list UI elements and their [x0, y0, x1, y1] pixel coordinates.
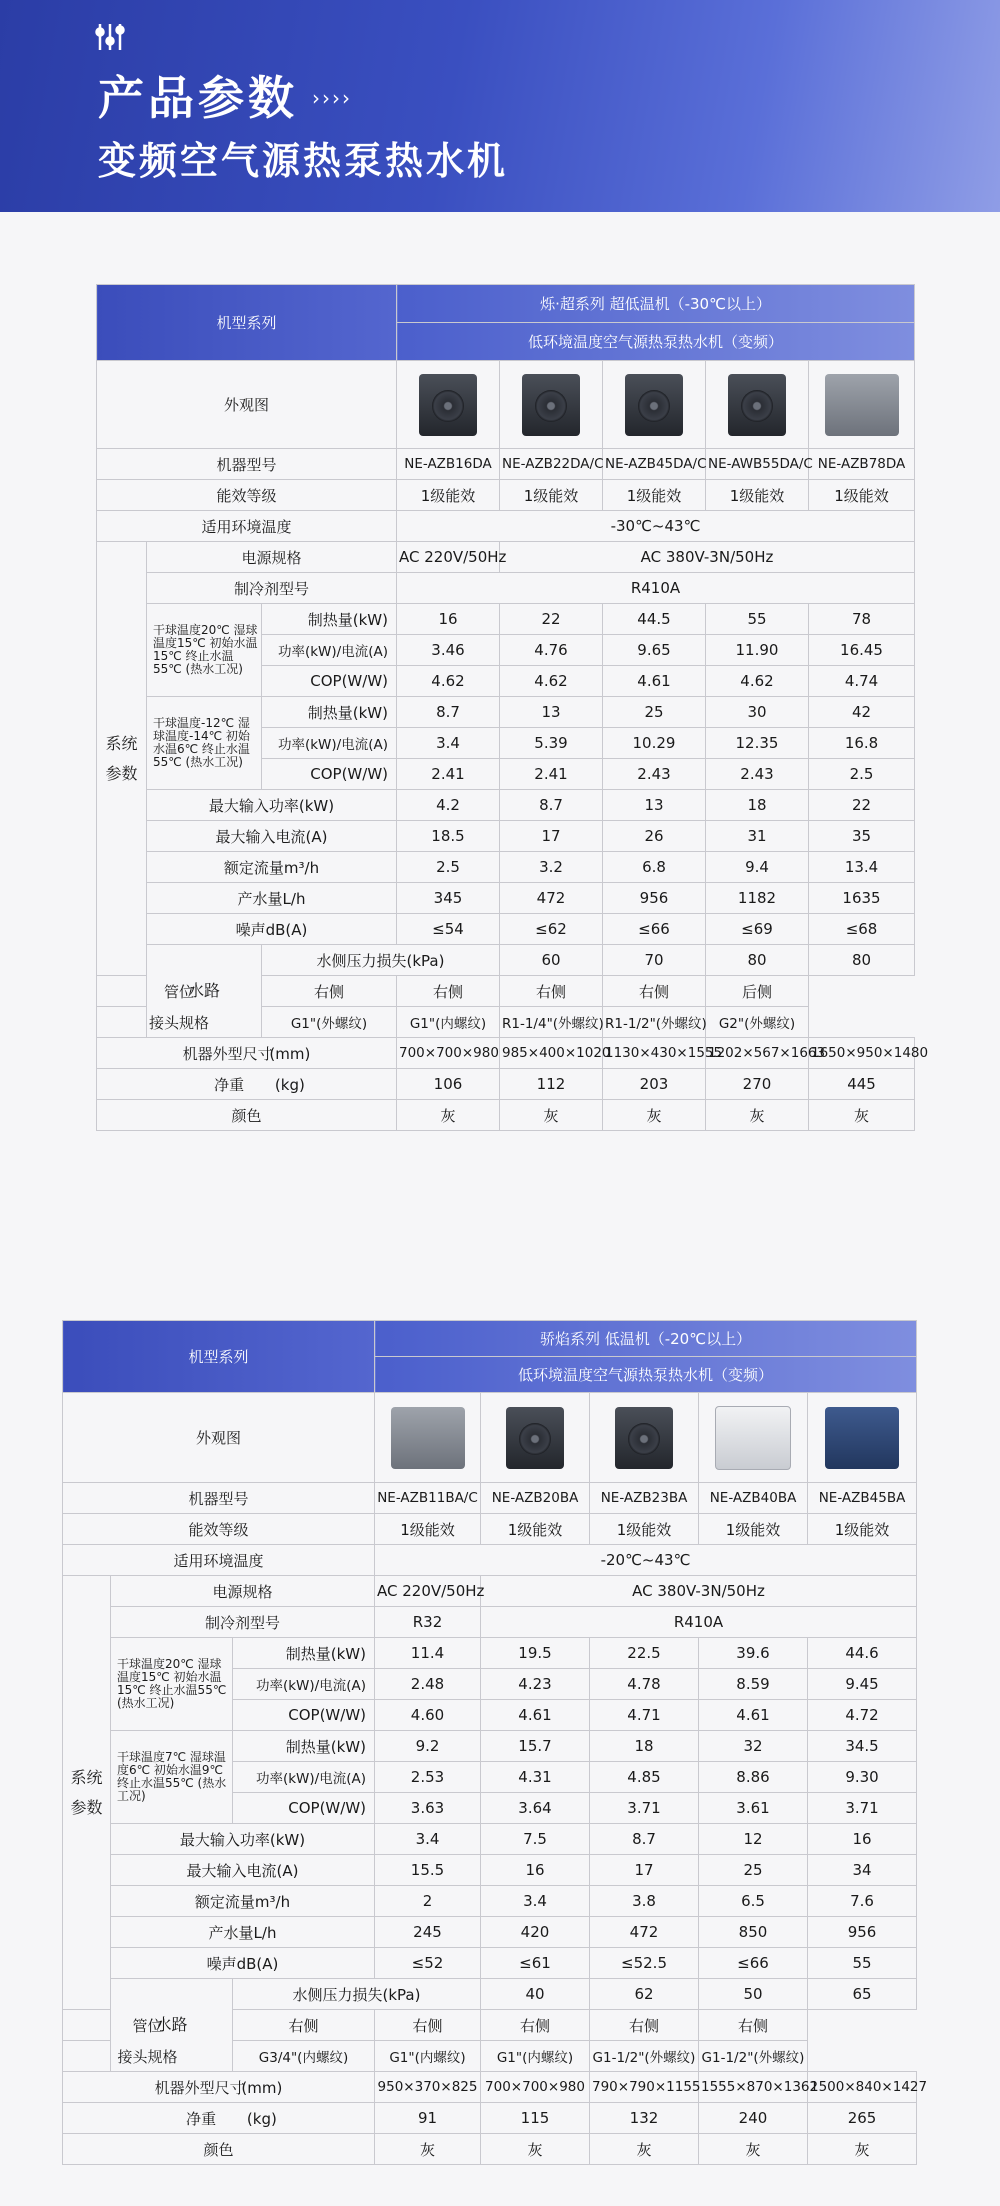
cop-cell: 4.71 [590, 1700, 699, 1731]
energy-cell: 1级能效 [481, 1514, 590, 1545]
water-output-cell: 1635 [809, 883, 915, 914]
heat-cell: 34.5 [808, 1731, 917, 1762]
size-cell: 950×370×825 [375, 2072, 481, 2103]
power-current-label: 功率(kW)/电流(A) [233, 1762, 375, 1793]
power-current-label: 功率(kW)/电流(A) [262, 728, 397, 759]
max-power-cell: 7.5 [481, 1824, 590, 1855]
joint-cell: G1"(内螺纹) [397, 1007, 500, 1038]
noise-cell: ≤69 [706, 914, 809, 945]
flow-cell: 3.2 [500, 852, 603, 883]
noise-cell: ≤66 [603, 914, 706, 945]
cop-cell: 3.71 [590, 1793, 699, 1824]
power-spec-label: 电源规格 [147, 542, 397, 573]
pipe-cell: 右侧 [590, 2010, 699, 2041]
max-power-cell: 4.2 [397, 790, 500, 821]
joint-cell: G1"(内螺纹) [375, 2041, 481, 2072]
refrigerant-label: 制冷剂型号 [111, 1607, 375, 1638]
flow-cell: 13.4 [809, 852, 915, 883]
cop-cell: 4.72 [808, 1700, 917, 1731]
max-current-cell: 17 [500, 821, 603, 852]
max-current-label: 最大输入电流(A) [111, 1855, 375, 1886]
noise-label: 噪声dB(A) [147, 914, 397, 945]
noise-cell: 55 [808, 1948, 917, 1979]
max-current-cell: 17 [590, 1855, 699, 1886]
color-cell: 灰 [500, 1100, 603, 1131]
joint-cell: R1-1/4"(外螺纹) [500, 1007, 603, 1038]
cop-cell: 4.61 [603, 666, 706, 697]
cop-cell: 4.74 [809, 666, 915, 697]
pressure-cell: 65 [808, 1979, 917, 2010]
model-label: 机器型号 [63, 1483, 375, 1514]
cop-cell: 4.61 [481, 1700, 590, 1731]
pipe-cell: 右侧 [233, 2010, 375, 2041]
flow-cell: 7.6 [808, 1886, 917, 1917]
color-cell: 灰 [375, 2134, 481, 2165]
cop-label: COP(W/W) [262, 759, 397, 790]
pressure-label: 水侧压力损失(kPa) [262, 945, 500, 976]
max-current-cell: 16 [481, 1855, 590, 1886]
page-subtitle: 变频空气源热泵热水机 [98, 139, 509, 183]
weight-label-cell [63, 2103, 375, 2134]
max-power-cell: 12 [699, 1824, 808, 1855]
size-cell: 700×700×980 [481, 2072, 590, 2103]
system-params-label: 系统参数 [97, 542, 147, 976]
series-subtitle: 低环境温度空气源热泵热水机（变频） [375, 1357, 917, 1393]
env-temp-label: 适用环境温度 [63, 1545, 375, 1576]
power-cell: 3.46 [397, 635, 500, 666]
heat-cell: 11.4 [375, 1638, 481, 1669]
weight-cell: 91 [375, 2103, 481, 2134]
flow-cell: 3.8 [590, 1886, 699, 1917]
color-cell: 灰 [590, 2134, 699, 2165]
weight-cell: 265 [808, 2103, 917, 2134]
product-image [809, 361, 915, 449]
appearance-label: 外观图 [97, 361, 397, 449]
max-current-cell: 26 [603, 821, 706, 852]
weight-label: 净重 [186, 2109, 217, 2128]
cop-cell: 2.5 [809, 759, 915, 790]
size-label: 机器外型尺寸 [182, 1044, 273, 1063]
flow-label: 额定流量m³/h [111, 1886, 375, 1917]
water-output-cell: 850 [699, 1917, 808, 1948]
weight-label: 净重 [214, 1075, 245, 1094]
power-cell: 4.23 [481, 1669, 590, 1700]
product-image [481, 1393, 590, 1483]
joint-cell: R1-1/2"(外螺纹) [603, 1007, 706, 1038]
condition-2-label: 干球温度7℃ 湿球温度6℃ 初始水温9℃ 终止水温55℃ (热水工况) [111, 1731, 233, 1824]
refrigerant-value: R410A [397, 573, 915, 604]
water-output-cell: 956 [808, 1917, 917, 1948]
unit-image-1 [391, 1407, 465, 1469]
power-cell: 4.85 [590, 1762, 699, 1793]
product-image [603, 361, 706, 449]
weight-cell: 270 [706, 1069, 809, 1100]
power-cell: 4.78 [590, 1669, 699, 1700]
max-current-cell: 25 [699, 1855, 808, 1886]
water-output-cell: 472 [590, 1917, 699, 1948]
max-power-cell: 18 [706, 790, 809, 821]
joint-cell: G1"(内螺纹) [481, 2041, 590, 2072]
joint-cell: G1"(外螺纹) [262, 1007, 397, 1038]
power-cell: 5.39 [500, 728, 603, 759]
pressure-cell: 40 [481, 1979, 590, 2010]
unit-image-4 [715, 1406, 791, 1470]
max-power-cell: 3.4 [375, 1824, 481, 1855]
max-power-label: 最大输入功率(kW) [111, 1824, 375, 1855]
noise-cell: ≤52 [375, 1948, 481, 1979]
model-cell: NE-AWB55DA/C [706, 449, 809, 480]
max-current-cell: 34 [808, 1855, 917, 1886]
heat-cell: 30 [706, 697, 809, 728]
series-subtitle: 低环境温度空气源热泵热水机（变频） [397, 323, 915, 361]
color-cell: 灰 [809, 1100, 915, 1131]
title-arrows: ›››› [312, 86, 352, 110]
heat-cell: 32 [699, 1731, 808, 1762]
energy-cell: 1级能效 [603, 480, 706, 511]
cop-cell: 2.41 [500, 759, 603, 790]
max-current-cell: 31 [706, 821, 809, 852]
pipe-cell: 后侧 [706, 976, 809, 1007]
power-cell: 4.76 [500, 635, 603, 666]
header-banner [0, 0, 1000, 212]
power-spec-label: 电源规格 [111, 1576, 375, 1607]
refrigerant-label: 制冷剂型号 [147, 573, 397, 604]
product-image [500, 361, 603, 449]
heat-cell: 44.5 [603, 604, 706, 635]
size-cell: 1500×840×1427 [808, 2072, 917, 2103]
model-series-label: 机型系列 [63, 1321, 375, 1393]
cop-cell: 3.64 [481, 1793, 590, 1824]
product-image [699, 1393, 808, 1483]
pressure-cell: 80 [809, 945, 915, 976]
settings-sliders-icon [94, 22, 134, 52]
max-current-cell: 18.5 [397, 821, 500, 852]
color-cell: 灰 [481, 2134, 590, 2165]
pipe-cell: 右侧 [500, 976, 603, 1007]
heat-cell: 39.6 [699, 1638, 808, 1669]
model-cell: NE-AZB20BA [481, 1483, 590, 1514]
series-title: 烁·超系列 超低温机（-30℃以上） [397, 285, 915, 323]
cop-cell: 4.62 [500, 666, 603, 697]
model-cell: NE-AZB23BA [590, 1483, 699, 1514]
energy-cell: 1级能效 [500, 480, 603, 511]
color-cell: 灰 [603, 1100, 706, 1131]
power-spec-three: AC 380V-3N/50Hz [481, 1576, 917, 1607]
product-image [706, 361, 809, 449]
model-cell: NE-AZB40BA [699, 1483, 808, 1514]
pressure-cell: 50 [699, 1979, 808, 2010]
energy-label: 能效等级 [97, 480, 397, 511]
joint-cell: G2"(外螺纹) [706, 1007, 809, 1038]
pipe-cell: 右侧 [262, 976, 397, 1007]
flow-cell: 2 [375, 1886, 481, 1917]
power-cell: 9.30 [808, 1762, 917, 1793]
energy-cell: 1级能效 [808, 1514, 917, 1545]
water-output-cell: 345 [397, 883, 500, 914]
flow-cell: 9.4 [706, 852, 809, 883]
size-label: 机器外型尺寸 [154, 2078, 245, 2097]
heat-label: 制热量(kW) [262, 604, 397, 635]
pipe-cell: 右侧 [603, 976, 706, 1007]
heat-cell: 19.5 [481, 1638, 590, 1669]
heat-cell: 15.7 [481, 1731, 590, 1762]
cop-cell: 3.71 [808, 1793, 917, 1824]
cop-cell: 4.62 [706, 666, 809, 697]
max-power-cell: 8.7 [500, 790, 603, 821]
size-label-cell [63, 2072, 375, 2103]
weight-cell: 112 [500, 1069, 603, 1100]
max-current-cell: 15.5 [375, 1855, 481, 1886]
heat-cell: 9.2 [375, 1731, 481, 1762]
weight-label-cell [97, 1069, 397, 1100]
weight-unit: (kg) [246, 2109, 277, 2128]
spec-table-low-temp [62, 1320, 928, 2165]
max-power-cell: 16 [808, 1824, 917, 1855]
condition-1-label: 干球温度20℃ 湿球温度15℃ 初始水温15℃ 终止水温55℃ (热水工况) [111, 1638, 233, 1731]
power-cell: 9.65 [603, 635, 706, 666]
power-spec-three: AC 380V-3N/50Hz [500, 542, 915, 573]
cop-label: COP(W/W) [262, 666, 397, 697]
pipe-label: 管位 [63, 2010, 233, 2041]
power-cell: 11.90 [706, 635, 809, 666]
water-output-cell: 1182 [706, 883, 809, 914]
heat-cell: 55 [706, 604, 809, 635]
env-temp-value: -20℃~43℃ [375, 1545, 917, 1576]
product-image [375, 1393, 481, 1483]
power-cell: 12.35 [706, 728, 809, 759]
power-current-label: 功率(kW)/电流(A) [233, 1669, 375, 1700]
cop-cell: 4.61 [699, 1700, 808, 1731]
flow-cell: 3.4 [481, 1886, 590, 1917]
power-cell: 8.59 [699, 1669, 808, 1700]
heat-cell: 44.6 [808, 1638, 917, 1669]
flow-label: 额定流量m³/h [147, 852, 397, 883]
unit-image-3 [615, 1407, 673, 1469]
heat-cell: 18 [590, 1731, 699, 1762]
flow-cell: 6.8 [603, 852, 706, 883]
unit-image-4 [728, 374, 786, 436]
noise-cell: ≤66 [699, 1948, 808, 1979]
joint-label: 接头规格 [97, 1007, 262, 1038]
pipe-cell: 右侧 [397, 976, 500, 1007]
size-cell: 1130×430×1555 [603, 1038, 706, 1069]
noise-label: 噪声dB(A) [111, 1948, 375, 1979]
max-current-label: 最大输入电流(A) [147, 821, 397, 852]
pressure-cell: 80 [706, 945, 809, 976]
cop-label: COP(W/W) [233, 1700, 375, 1731]
heat-label: 制热量(kW) [233, 1731, 375, 1762]
power-cell: 16.8 [809, 728, 915, 759]
color-label: 颜色 [63, 2134, 375, 2165]
unit-image-2 [522, 374, 580, 436]
joint-cell: G1-1/2"(外螺纹) [590, 2041, 699, 2072]
size-cell: 790×790×1155 [590, 2072, 699, 2103]
refrigerant-value-r32: R32 [375, 1607, 481, 1638]
weight-cell: 203 [603, 1069, 706, 1100]
heat-cell: 42 [809, 697, 915, 728]
appearance-label: 外观图 [63, 1393, 375, 1483]
refrigerant-value-r410a: R410A [481, 1607, 917, 1638]
product-image [808, 1393, 917, 1483]
pipe-cell: 右侧 [375, 2010, 481, 2041]
env-temp-value: -30℃~43℃ [397, 511, 915, 542]
water-output-cell: 956 [603, 883, 706, 914]
page-title: 产品参数 [98, 71, 298, 125]
cop-cell: 2.43 [603, 759, 706, 790]
max-current-cell: 35 [809, 821, 915, 852]
cop-cell: 3.63 [375, 1793, 481, 1824]
waterway-label: 水路 [147, 945, 262, 1038]
weight-cell: 240 [699, 2103, 808, 2134]
model-label: 机器型号 [97, 449, 397, 480]
pressure-cell: 70 [603, 945, 706, 976]
weight-cell: 132 [590, 2103, 699, 2134]
heat-label: 制热量(kW) [262, 697, 397, 728]
pipe-label: 管位 [97, 976, 262, 1007]
power-cell: 9.45 [808, 1669, 917, 1700]
energy-cell: 1级能效 [699, 1514, 808, 1545]
power-spec-single: AC 220V/50Hz [375, 1576, 481, 1607]
model-cell: NE-AZB22DA/C [500, 449, 603, 480]
weight-cell: 106 [397, 1069, 500, 1100]
cop-cell: 4.60 [375, 1700, 481, 1731]
unit-image-1 [419, 374, 477, 436]
noise-cell: ≤54 [397, 914, 500, 945]
water-output-cell: 420 [481, 1917, 590, 1948]
power-cell: 8.86 [699, 1762, 808, 1793]
weight-cell: 115 [481, 2103, 590, 2134]
heat-cell: 25 [603, 697, 706, 728]
power-current-label: 功率(kW)/电流(A) [262, 635, 397, 666]
series-title: 骄焰系列 低温机（-20℃以上） [375, 1321, 917, 1357]
product-image [397, 361, 500, 449]
weight-cell: 445 [809, 1069, 915, 1100]
heat-cell: 78 [809, 604, 915, 635]
size-unit: (mm) [269, 1044, 311, 1063]
size-unit: (mm) [241, 2078, 283, 2097]
heat-cell: 22 [500, 604, 603, 635]
cop-cell: 3.61 [699, 1793, 808, 1824]
cop-cell: 2.43 [706, 759, 809, 790]
joint-label: 接头规格 [63, 2041, 233, 2072]
product-image [590, 1393, 699, 1483]
noise-cell: ≤68 [809, 914, 915, 945]
energy-cell: 1级能效 [706, 480, 809, 511]
power-cell: 3.4 [397, 728, 500, 759]
pressure-cell: 60 [500, 945, 603, 976]
cop-cell: 4.62 [397, 666, 500, 697]
noise-cell: ≤61 [481, 1948, 590, 1979]
power-cell: 4.31 [481, 1762, 590, 1793]
model-cell: NE-AZB78DA [809, 449, 915, 480]
weight-unit: (kg) [274, 1075, 305, 1094]
model-cell: NE-AZB11BA/C [375, 1483, 481, 1514]
flow-cell: 2.5 [397, 852, 500, 883]
system-params-label: 系统参数 [63, 1576, 111, 2010]
water-output-label: 产水量L/h [147, 883, 397, 914]
max-power-cell: 8.7 [590, 1824, 699, 1855]
size-cell: 700×700×980 [397, 1038, 500, 1069]
color-cell: 灰 [706, 1100, 809, 1131]
water-output-cell: 245 [375, 1917, 481, 1948]
cop-label: COP(W/W) [233, 1793, 375, 1824]
energy-cell: 1级能效 [590, 1514, 699, 1545]
water-output-cell: 472 [500, 883, 603, 914]
energy-label: 能效等级 [63, 1514, 375, 1545]
unit-image-3 [625, 374, 683, 436]
color-cell: 灰 [699, 2134, 808, 2165]
model-cell: NE-AZB45DA/C [603, 449, 706, 480]
color-label: 颜色 [97, 1100, 397, 1131]
power-cell: 16.45 [809, 635, 915, 666]
power-cell: 10.29 [603, 728, 706, 759]
unit-image-5 [825, 374, 899, 436]
size-cell: 985×400×1020 [500, 1038, 603, 1069]
max-power-label: 最大输入功率(kW) [147, 790, 397, 821]
size-label-cell [97, 1038, 397, 1069]
noise-cell: ≤52.5 [590, 1948, 699, 1979]
energy-cell: 1级能效 [809, 480, 915, 511]
color-cell: 灰 [808, 2134, 917, 2165]
heat-cell: 8.7 [397, 697, 500, 728]
energy-cell: 1级能效 [375, 1514, 481, 1545]
unit-image-2 [506, 1407, 564, 1469]
joint-cell: G1-1/2"(外螺纹) [699, 2041, 808, 2072]
joint-cell: G3/4"(内螺纹) [233, 2041, 375, 2072]
cop-cell: 2.41 [397, 759, 500, 790]
model-series-label: 机型系列 [97, 285, 397, 361]
heat-label: 制热量(kW) [233, 1638, 375, 1669]
heat-cell: 22.5 [590, 1638, 699, 1669]
size-cell: 1202×567×1663 [706, 1038, 809, 1069]
heat-cell: 16 [397, 604, 500, 635]
power-spec-single: AC 220V/50Hz [397, 542, 500, 573]
heat-cell: 13 [500, 697, 603, 728]
max-power-cell: 22 [809, 790, 915, 821]
pressure-label: 水侧压力损失(kPa) [233, 1979, 481, 2010]
water-output-label: 产水量L/h [111, 1917, 375, 1948]
size-cell: 1650×950×1480 [809, 1038, 915, 1069]
spec-table-ultra-low-temp [96, 284, 929, 1131]
noise-cell: ≤62 [500, 914, 603, 945]
condition-1-label: 干球温度20℃ 湿球温度15℃ 初始水温15℃ 终止水温55℃ (热水工况) [147, 604, 262, 697]
pipe-cell: 右侧 [481, 2010, 590, 2041]
waterway-label: 水路 [111, 1979, 233, 2072]
condition-2-label: 干球温度-12℃ 湿球温度-14℃ 初始水温6℃ 终止水温55℃ (热水工况) [147, 697, 262, 790]
power-cell: 2.48 [375, 1669, 481, 1700]
unit-image-5 [825, 1407, 899, 1469]
power-cell: 2.53 [375, 1762, 481, 1793]
size-cell: 1555×870×1362 [699, 2072, 808, 2103]
pipe-cell: 右侧 [699, 2010, 808, 2041]
model-cell: NE-AZB45BA [808, 1483, 917, 1514]
flow-cell: 6.5 [699, 1886, 808, 1917]
env-temp-label: 适用环境温度 [97, 511, 397, 542]
model-cell: NE-AZB16DA [397, 449, 500, 480]
max-power-cell: 13 [603, 790, 706, 821]
color-cell: 灰 [397, 1100, 500, 1131]
energy-cell: 1级能效 [397, 480, 500, 511]
pressure-cell: 62 [590, 1979, 699, 2010]
